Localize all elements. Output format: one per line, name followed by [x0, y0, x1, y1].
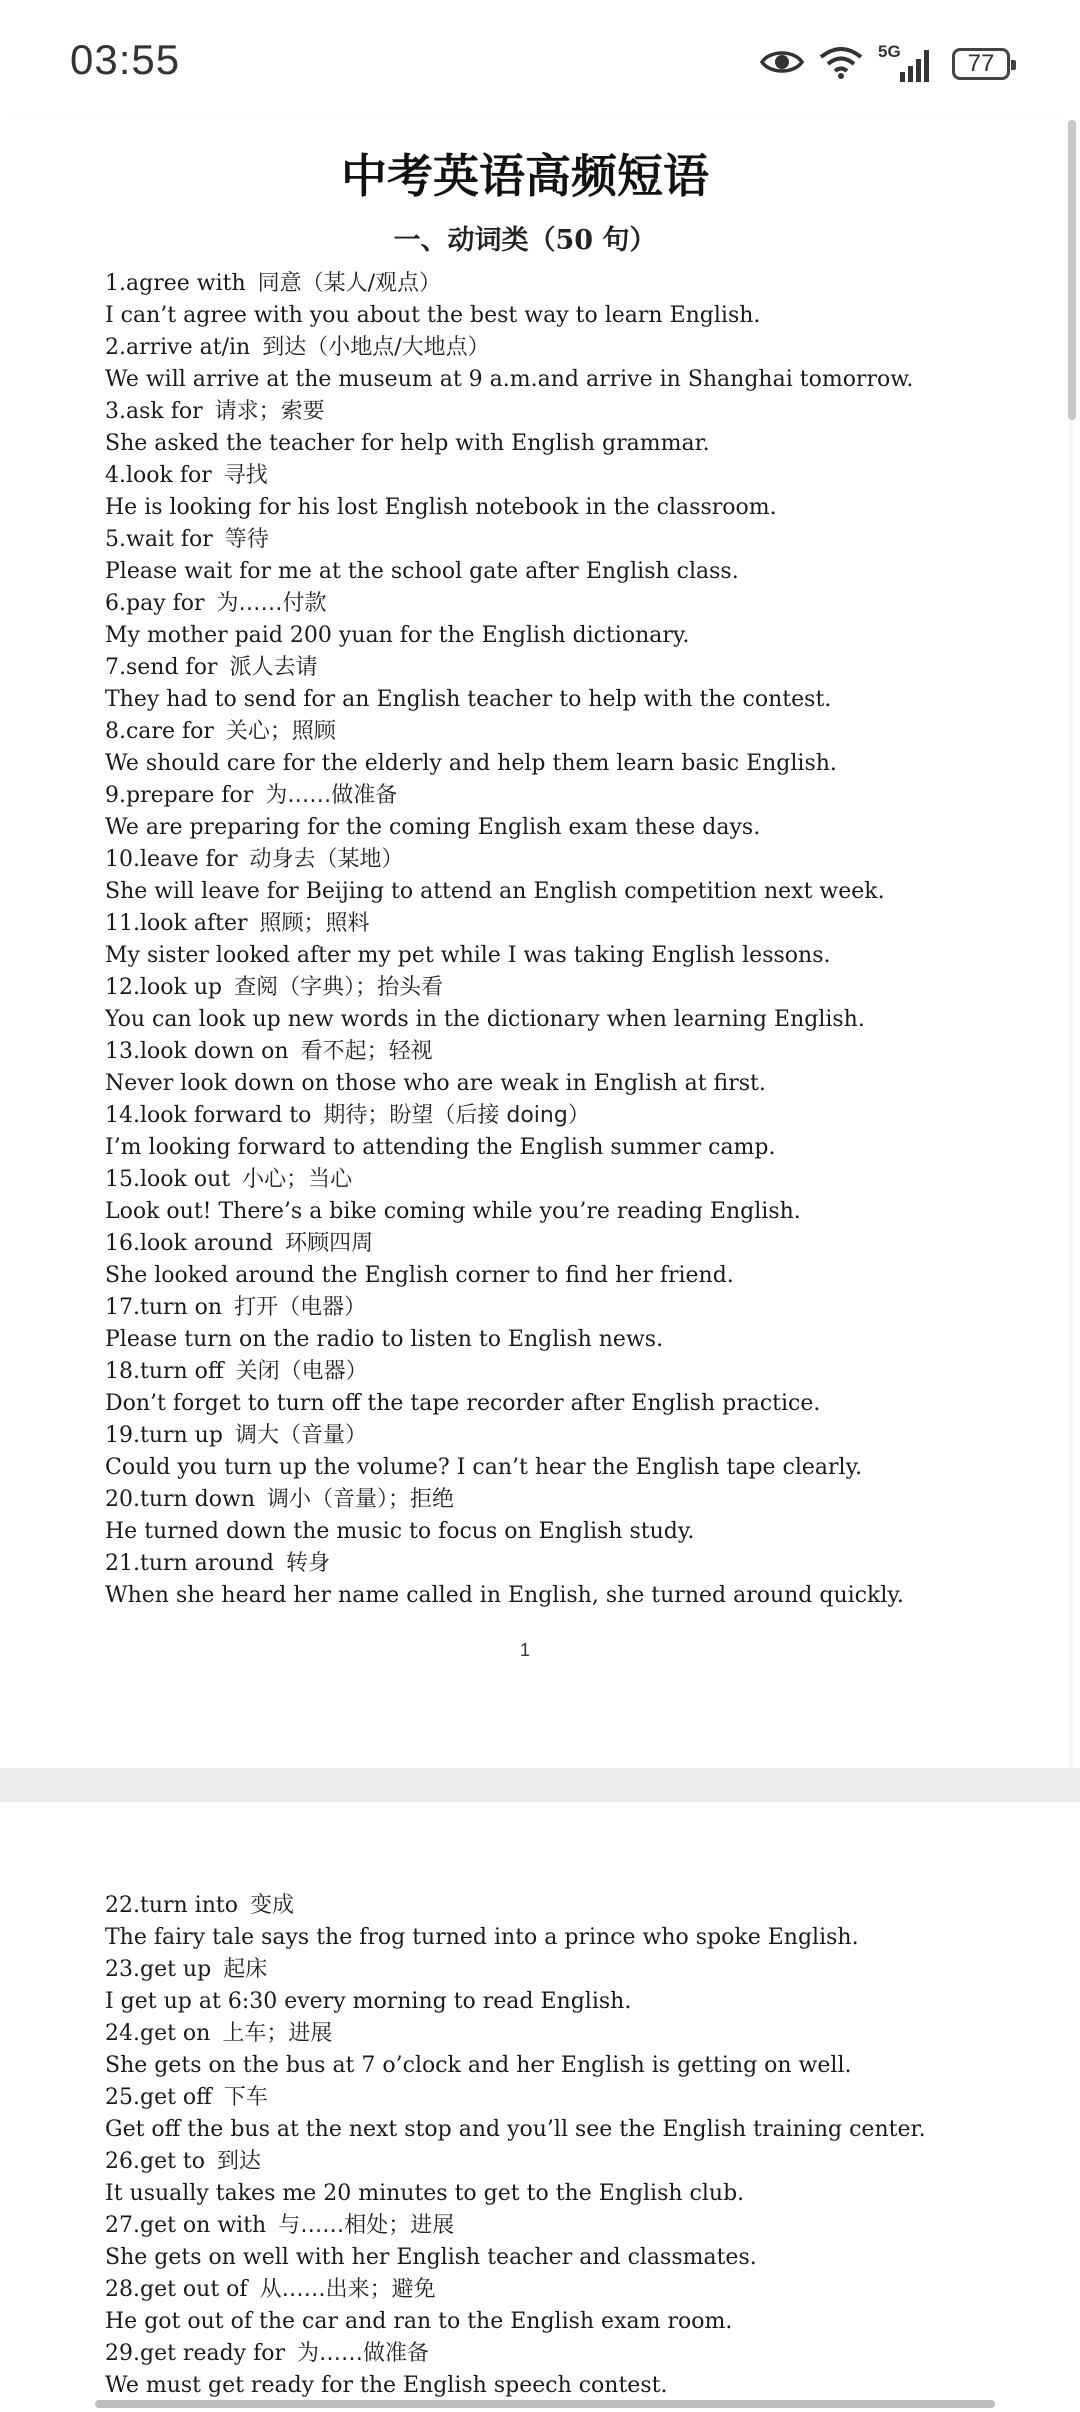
phrase-term: 18.turn off [105, 1359, 224, 1384]
example-sentence: We are preparing for the coming English exam these days. [105, 815, 761, 840]
phrase-meaning: 下车 [223, 2085, 268, 2110]
phrase-meaning: 为……付款 [216, 591, 327, 616]
phrase-line [105, 716, 1035, 748]
example-sentence: Get off the bus at the next stop and you’ll see the English training center. [105, 2117, 926, 2142]
phrase-line [105, 1484, 1035, 1516]
horizontal-scrollbar[interactable] [95, 2400, 995, 2408]
example-sentence: They had to send for an English teacher to help with the contest. [105, 687, 832, 712]
phrase-line [105, 1100, 1035, 1132]
phrase-line [105, 2338, 1035, 2370]
eye-icon [760, 47, 804, 81]
phrase-term: 11.look after [105, 911, 248, 936]
phrase-line [105, 844, 1035, 876]
phrase-meaning: 为……做准备 [265, 783, 398, 808]
phrase-term: 2.arrive at/in [105, 335, 251, 360]
example-sentence: The fairy tale says the frog turned into a prince who spoke English. [105, 1925, 859, 1950]
phrase-meaning: 与……相处；进展 [278, 2213, 455, 2238]
phrase-meaning: 派人去请 [229, 655, 318, 680]
status-icons [760, 42, 1010, 86]
phrase-meaning: 期待；盼望（后接 doing） [323, 1103, 590, 1128]
example-sentence: Never look down on those who are weak in English at first. [105, 1071, 766, 1096]
example-sentence: I’m looking forward to attending the English summer camp. [105, 1135, 776, 1160]
phrase-meaning: 调小（音量）；拒绝 [267, 1487, 455, 1512]
document-page-2 [0, 1802, 1070, 2412]
phrase-meaning: 同意（某人/观点） [257, 271, 442, 296]
phrase-line [105, 1890, 1035, 1922]
page-number: 1 [519, 1640, 530, 1660]
network-type: 5G [878, 42, 901, 61]
example-sentence: Don’t forget to turn off the tape recorder after English practice. [105, 1391, 821, 1416]
phrase-line [105, 1228, 1035, 1260]
phrase-term: 14.look forward to [105, 1103, 312, 1128]
example-sentence: We will arrive at the museum at 9 a.m.and arrive in Shanghai tomorrow. [105, 367, 914, 392]
status-bar [0, 0, 1080, 120]
phrase-term: 29.get ready for [105, 2341, 285, 2366]
phrase-term: 17.turn on [105, 1295, 223, 1320]
phrase-list [105, 268, 1035, 1612]
phrase-meaning: 到达 [217, 2149, 262, 2174]
phrase-meaning: 从……出来；避免 [259, 2277, 436, 2302]
example-sentence: She asked the teacher for help with English grammar. [105, 431, 710, 456]
example-sentence: He is looking for his lost English notebook in the classroom. [105, 495, 777, 520]
phrase-line [105, 2082, 1035, 2114]
example-sentence: We should care for the elderly and help them learn basic English. [105, 751, 837, 776]
phrase-meaning: 打开（电器） [234, 1295, 367, 1320]
battery-icon [952, 48, 1010, 80]
phrase-term: 21.turn around [105, 1551, 274, 1576]
phrase-line [105, 460, 1035, 492]
example-sentence: She gets on well with her English teacher and classmates. [105, 2245, 757, 2270]
phrase-term: 12.look up [105, 975, 223, 1000]
phrase-line [105, 652, 1035, 684]
example-sentence: She will leave for Beijing to attend an English competition next week. [105, 879, 885, 904]
phrase-line [105, 1420, 1035, 1452]
phrase-meaning: 调大（音量） [234, 1423, 367, 1448]
phrase-line [105, 2274, 1035, 2306]
example-sentence: He turned down the music to focus on English study. [105, 1519, 695, 1544]
phrase-term: 15.look out [105, 1167, 231, 1192]
phrase-line [105, 332, 1035, 364]
wifi-icon [818, 44, 864, 84]
phrase-line [105, 972, 1035, 1004]
example-sentence: Please wait for me at the school gate after English class. [105, 559, 739, 584]
phrase-line [105, 1164, 1035, 1196]
phrase-line [105, 780, 1035, 812]
phrase-term: 9.prepare for [105, 783, 254, 808]
phrase-line [105, 1292, 1035, 1324]
vertical-scrollbar[interactable] [1068, 120, 1076, 420]
phrase-term: 28.get out of [105, 2277, 248, 2302]
phrase-term: 23.get up [105, 1957, 212, 1982]
phrase-term: 3.ask for [105, 399, 203, 424]
phrase-term: 16.look around [105, 1231, 274, 1256]
document-page-1 [0, 120, 1070, 1768]
phrase-meaning: 等待 [224, 527, 269, 552]
phrase-line [105, 588, 1035, 620]
status-time: 03:55 [70, 36, 181, 83]
phrase-term: 1.agree with [105, 271, 246, 296]
phrase-term: 25.get off [105, 2085, 212, 2110]
phrase-term: 20.turn down [105, 1487, 256, 1512]
phrase-line [105, 2018, 1035, 2050]
phrase-meaning: 动身去（某地） [249, 847, 404, 872]
phrase-line [105, 268, 1035, 300]
phrase-meaning: 为……做准备 [297, 2341, 430, 2366]
phrase-meaning: 照顾；照料 [259, 911, 370, 936]
phrase-line [105, 1954, 1035, 1986]
example-sentence: She gets on the bus at 7 o’clock and her English is getting on well. [105, 2053, 852, 2078]
phrase-meaning: 环顾四周 [285, 1231, 374, 1256]
example-sentence: Look out! There’s a bike coming while you’re reading English. [105, 1199, 801, 1224]
phrase-line [105, 1548, 1035, 1580]
phrase-term: 24.get on [105, 2021, 211, 2046]
example-sentence: My mother paid 200 yuan for the English dictionary. [105, 623, 690, 648]
phrase-line [105, 908, 1035, 940]
phrase-meaning: 起床 [223, 1957, 268, 1982]
battery-level: 77 [967, 50, 995, 77]
phrase-meaning: 到达（小地点/大地点） [262, 335, 490, 360]
phrase-term: 6.pay for [105, 591, 205, 616]
example-sentence: I can’t agree with you about the best way to learn English. [105, 303, 761, 328]
document-title: 中考英语高频短语 [341, 149, 709, 203]
example-sentence: When she heard her name called in English, she turned around quickly. [105, 1583, 904, 1608]
phrase-term: 4.look for [105, 463, 212, 488]
phrase-meaning: 上车；进展 [222, 2021, 333, 2046]
section-title: 一、动词类（50 句） [393, 225, 657, 256]
example-sentence: I get up at 6:30 every morning to read English. [105, 1989, 632, 2014]
phrase-meaning: 看不起；轻视 [300, 1039, 433, 1064]
example-sentence: She looked around the English corner to find her friend. [105, 1263, 734, 1288]
page-separator [0, 1768, 1080, 1802]
phrase-term: 5.wait for [105, 527, 213, 552]
phrase-term: 7.send for [105, 655, 218, 680]
phrase-list [105, 1890, 1035, 2402]
phrase-term: 8.care for [105, 719, 214, 744]
phrase-line [105, 1036, 1035, 1068]
phrase-term: 13.look down on [105, 1039, 289, 1064]
example-sentence: Could you turn up the volume? I can’t hear the English tape clearly. [105, 1455, 863, 1480]
example-sentence: You can look up new words in the dictionary when learning English. [105, 1007, 865, 1032]
example-sentence: It usually takes me 20 minutes to get to the English club. [105, 2181, 745, 2206]
example-sentence: We must get ready for the English speech contest. [105, 2373, 668, 2398]
example-sentence: My sister looked after my pet while I was taking English lessons. [105, 943, 831, 968]
phrase-meaning: 变成 [249, 1893, 294, 1918]
phrase-meaning: 请求；索要 [214, 399, 325, 424]
phrase-meaning: 查阅（字典）；抬头看 [234, 975, 444, 1000]
phrase-line [105, 2210, 1035, 2242]
signal-icon [878, 44, 938, 84]
phrase-term: 19.turn up [105, 1423, 223, 1448]
phrase-meaning: 小心；当心 [242, 1167, 353, 1192]
phrase-term: 26.get to [105, 2149, 206, 2174]
phrase-meaning: 关闭（电器） [235, 1359, 368, 1384]
phrase-line [105, 2146, 1035, 2178]
phrase-line [105, 1356, 1035, 1388]
phrase-term: 22.turn into [105, 1893, 238, 1918]
phrase-meaning: 关心；照顾 [225, 719, 336, 744]
phrase-meaning: 转身 [285, 1551, 330, 1576]
phrase-line [105, 524, 1035, 556]
example-sentence: Please turn on the radio to listen to English news. [105, 1327, 664, 1352]
example-sentence: He got out of the car and ran to the English exam room. [105, 2309, 733, 2334]
phrase-line [105, 396, 1035, 428]
phrase-term: 27.get on with [105, 2213, 267, 2238]
phrase-term: 10.leave for [105, 847, 238, 872]
phrase-meaning: 寻找 [223, 463, 268, 488]
